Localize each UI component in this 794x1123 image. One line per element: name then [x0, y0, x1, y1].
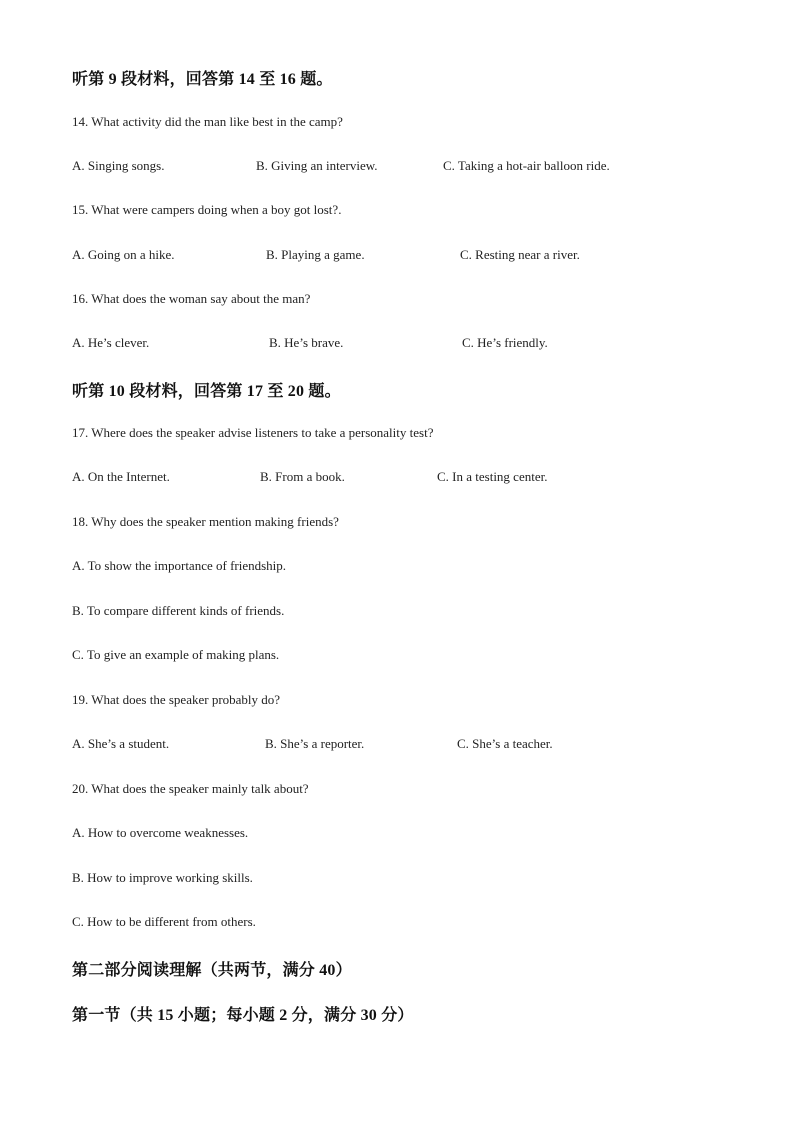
question-18-option-c: C. To give an example of making plans. [72, 647, 280, 662]
question-17-option-a: A. On the Internet. [72, 469, 170, 484]
question-14-option-a: A. Singing songs. [72, 158, 165, 173]
question-15: 15. What were campers doing when a boy got lost?. [72, 202, 342, 217]
question-16-option-c: C. He’s friendly. [462, 335, 548, 350]
question-15-options [72, 247, 722, 265]
question-14-options [72, 158, 722, 176]
question-19: 19. What does the speaker probably do? [72, 692, 281, 707]
question-20-option-a: A. How to overcome weaknesses. [72, 825, 249, 840]
question-17-option-c: C. In a testing center. [437, 469, 548, 484]
question-19-option-a: A. She’s a student. [72, 736, 170, 751]
question-15-option-b: B. Playing a game. [266, 247, 365, 262]
question-17-options [72, 469, 722, 487]
section-heading-passage-9: 听第 9 段材料，回答第 14 至 16 题。 [72, 71, 333, 88]
question-17-option-b: B. From a book. [260, 469, 345, 484]
question-16-option-a: A. He’s clever. [72, 335, 150, 350]
question-20-option-c: C. How to be different from others. [72, 914, 256, 929]
section-1-heading: 第一节（共 15 小题；每小题 2 分，满分 30 分） [72, 1007, 414, 1024]
question-16-option-b: B. He’s brave. [269, 335, 344, 350]
question-19-option-b: B. She’s a reporter. [265, 736, 365, 751]
question-17: 17. Where does the speaker advise listeners to take a personality test? [72, 425, 434, 440]
question-16: 16. What does the woman say about the man? [72, 291, 311, 306]
question-16-options [72, 335, 722, 353]
question-20: 20. What does the speaker mainly talk about? [72, 781, 309, 796]
part-2-heading: 第二部分阅读理解（共两节，满分 40） [72, 962, 352, 979]
question-15-option-a: A. Going on a hike. [72, 247, 175, 262]
section-heading-passage-10: 听第 10 段材料，回答第 17 至 20 题。 [72, 383, 341, 400]
question-20-option-b: B. How to improve working skills. [72, 870, 253, 885]
question-14: 14. What activity did the man like best in the camp? [72, 114, 343, 129]
question-15-option-c: C. Resting near a river. [460, 247, 580, 262]
question-18-option-b: B. To compare different kinds of friends. [72, 603, 285, 618]
question-19-options [72, 736, 722, 754]
question-18: 18. Why does the speaker mention making friends? [72, 514, 339, 529]
question-14-option-c: C. Taking a hot-air balloon ride. [443, 158, 610, 173]
question-14-option-b: B. Giving an interview. [256, 158, 378, 173]
question-18-option-a: A. To show the importance of friendship. [72, 558, 287, 573]
question-19-option-c: C. She’s a teacher. [457, 736, 553, 751]
